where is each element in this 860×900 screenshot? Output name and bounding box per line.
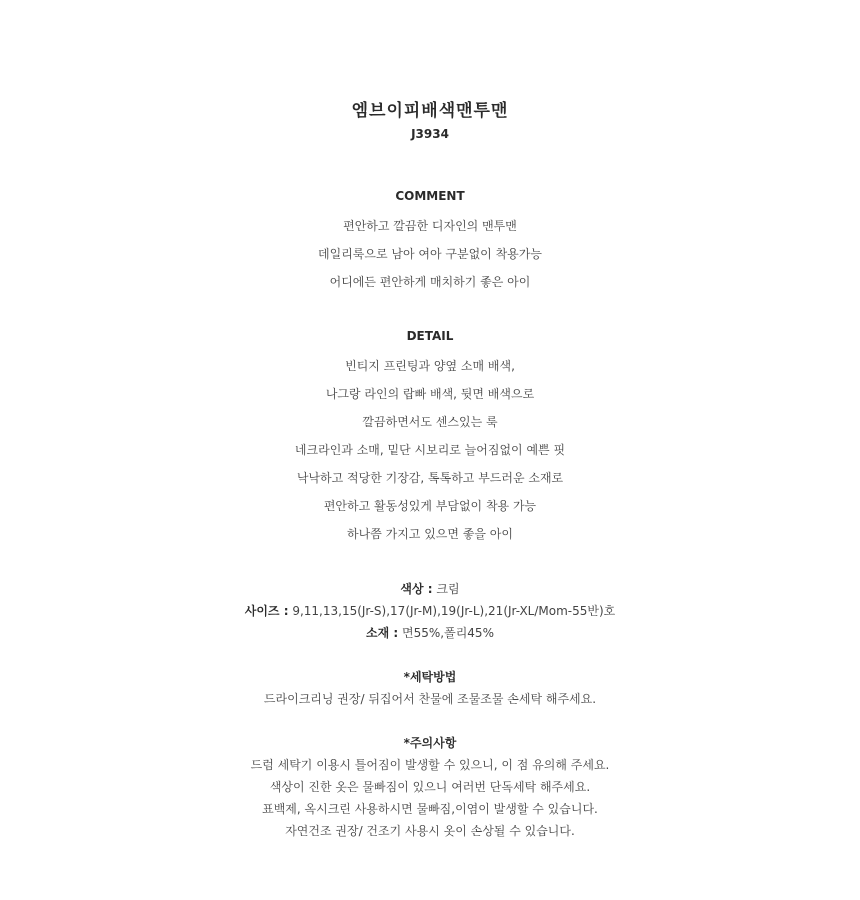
washing-heading: *세탁방법 bbox=[403, 670, 457, 684]
comment-heading: COMMENT bbox=[395, 189, 465, 203]
caution-line: 드럼 세탁기 이용시 틀어짐이 발생할 수 있으니, 이 점 유의해 주세요. bbox=[250, 758, 610, 772]
spec-material-value: 면55%,폴리45% bbox=[402, 626, 494, 640]
detail-line: 나그랑 라인의 랍빠 배색, 뒷면 배색으로 bbox=[325, 387, 535, 401]
washing-line: 드라이크리닝 권장/ 뒤집어서 찬물에 조물조물 손세탁 해주세요. bbox=[263, 692, 597, 706]
product-code: J3934 bbox=[411, 127, 449, 141]
spec-color bbox=[0, 580, 860, 597]
caution-line: 표백제, 옥시크린 사용하시면 물빠짐,이염이 발생할 수 있습니다. bbox=[262, 802, 598, 816]
comment-line: 편안하고 깔끔한 디자인의 맨투맨 bbox=[343, 219, 517, 233]
product-title: 엠브이피배색맨투맨 bbox=[351, 101, 509, 121]
comment-line: 어디에든 편안하게 매치하기 좋은 아이 bbox=[329, 275, 531, 289]
caution-line: 자연건조 권장/ 건조기 사용시 옷이 손상될 수 있습니다. bbox=[285, 824, 575, 838]
detail-heading: DETAIL bbox=[406, 329, 454, 343]
spec-color-value: 크림 bbox=[436, 582, 460, 596]
caution-line: 색상이 진한 옷은 물빠짐이 있으니 여러번 단독세탁 해주세요. bbox=[269, 780, 591, 794]
spec-size bbox=[0, 602, 860, 619]
detail-line: 편안하고 활동성있게 부담없이 착용 가능 bbox=[323, 499, 537, 513]
detail-line: 하나쯤 가지고 있으면 좋을 아이 bbox=[347, 527, 513, 541]
caution-heading: *주의사항 bbox=[403, 736, 457, 750]
spec-size-value: 9,11,13,15(Jr-S),17(Jr-M),19(Jr-L),21(Jr-XL/Mom-55반)호 bbox=[292, 604, 616, 618]
comment-line: 데일리룩으로 남아 여아 구분없이 착용가능 bbox=[318, 247, 542, 261]
detail-line: 낙낙하고 적당한 기장감, 톡톡하고 부드러운 소재로 bbox=[296, 471, 564, 485]
spec-size-label: 사이즈 : bbox=[244, 604, 289, 618]
detail-line: 빈티지 프린팅과 양옆 소매 배색, bbox=[345, 359, 515, 373]
detail-line: 깔끔하면서도 센스있는 룩 bbox=[362, 415, 498, 429]
spec-color-label: 색상 : bbox=[400, 582, 433, 596]
spec-material bbox=[0, 624, 860, 641]
detail-line: 네크라인과 소매, 밑단 시보리로 늘어짐없이 예쁜 핏 bbox=[294, 443, 566, 457]
spec-material-label: 소재 : bbox=[366, 626, 399, 640]
